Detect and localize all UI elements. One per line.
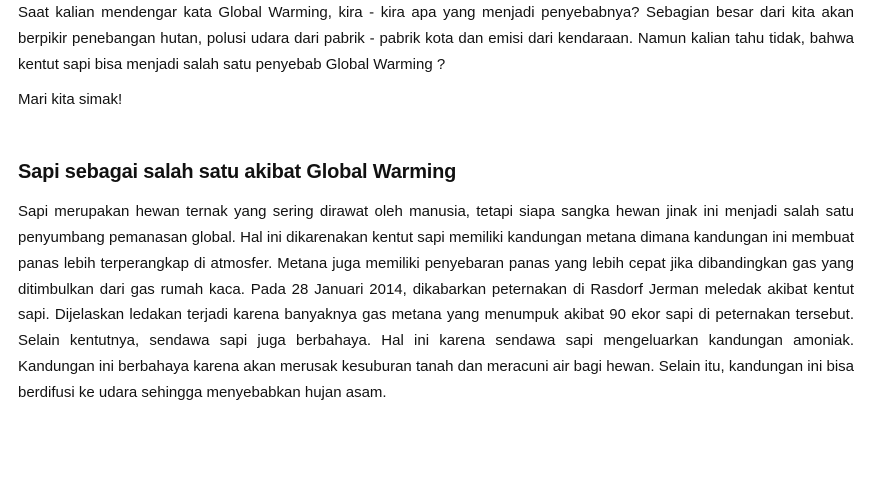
lead-line: Mari kita simak!: [18, 91, 123, 109]
section-heading: Sapi sebagai salah satu akibat Global Warming: [18, 161, 457, 184]
intro-paragraph: Saat kalian mendengar kata Global Warming, kira - kira apa yang menjadi penyebabnya? Sebagian besar dari kita akan berpikir penebangan hutan, polusi udara dari pabrik - pabrik kota dan emisi dari kendaraan. Namun kalian tahu tidak, bahwa kentut sapi bisa menjadi salah satu penyebab Global Warming ?: [18, 4, 854, 73]
body-paragraph: Sapi merupakan hewan ternak yang sering dirawat oleh manusia, tetapi siapa sangka hewan jinak ini menjadi salah satu penyumbang pemanasan global. Hal ini dikarenakan kentut sapi memiliki kandungan metana dimana kandungan ini membuat panas lebih terperangkap di atmosfer. Metana juga memiliki penyebaran panas yang lebih cepat jika dibandingkan gas yang ditimbulkan dari gas rumah kaca. Pada 28 Januari 2014, dikabarkan peternakan di Rasdorf Jerman meledak akibat kentut sapi. Dijelaskan ledakan terjadi karena banyaknya gas metana yang menumpuk akibat 90 ekor sapi di peternakan tersebut. Selain kentutnya, sendawa sapi juga berbahaya. Hal ini karena sendawa sapi mengeluarkan kandungan amoniak. Kandungan ini berbahaya karena akan merusak kesuburan tanah dan meracuni air bagi hewan. Selain itu, kandungan ini bisa berdifusi ke udara sehingga menyebabkan hujan asam.: [18, 203, 854, 401]
article: [18, 0, 854, 406]
